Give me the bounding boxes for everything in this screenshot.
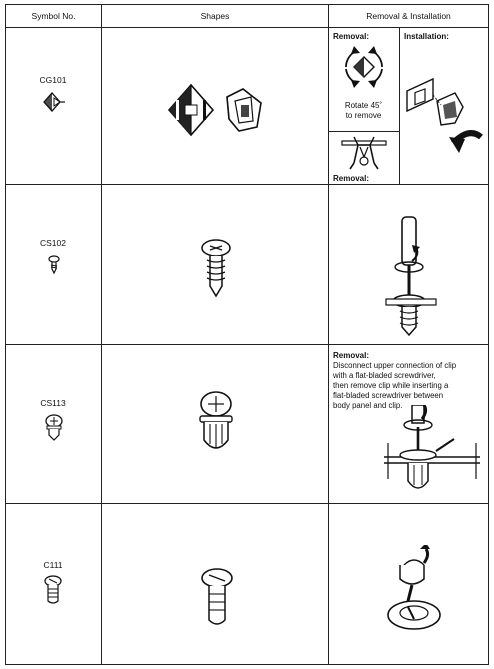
symbol-cs113: CS113 xyxy=(40,398,66,408)
pliers-removal-icon xyxy=(340,135,388,171)
screw-cs102-shape-icon xyxy=(199,238,233,300)
removal-label-2: Removal: xyxy=(333,174,370,183)
clip-c111-shape-icon xyxy=(200,568,234,628)
removal-instructions xyxy=(333,361,485,411)
symbol-cg101: CG101 xyxy=(39,75,67,85)
header-symbol-no: Symbol No. xyxy=(31,11,76,21)
installation-clip-icon xyxy=(403,65,487,161)
clip-cs113-symbol-icon xyxy=(44,413,64,441)
sub-divider xyxy=(399,27,400,184)
sub-divider xyxy=(328,131,399,132)
clip-c111-symbol-icon xyxy=(44,575,62,605)
rotate-instruction-line1: Rotate 45˚ xyxy=(344,101,383,110)
column-divider xyxy=(101,5,102,664)
rotate-instruction-line2: to remove xyxy=(345,111,382,120)
screwdriver-c111-removal-icon xyxy=(384,545,446,633)
clip-cg101-shape-icon xyxy=(161,75,271,145)
screwdriver-cs113-removal-icon xyxy=(378,405,486,497)
screw-cs102-symbol-icon xyxy=(48,255,60,275)
clip-cs113-shape-icon xyxy=(196,390,236,460)
clip-cg101-symbol-icon xyxy=(40,90,66,114)
symbol-c111: C111 xyxy=(43,560,63,570)
rotate-arrows-icon xyxy=(338,41,390,93)
removal-label: Removal: xyxy=(333,32,370,41)
instruction-line: with a flat-bladed screwdriver, xyxy=(333,371,436,380)
clip-table xyxy=(5,4,489,665)
screwdriver-cs102-removal-icon xyxy=(382,215,440,337)
symbol-cs102: CS102 xyxy=(40,238,66,248)
instruction-line: flat-bladed screwdriver between xyxy=(333,391,444,400)
header-removal-installation: Removal & Installation xyxy=(366,11,451,21)
instruction-line: body panel and clip. xyxy=(333,401,403,410)
table-header xyxy=(6,5,488,28)
removal-label-cs113: Removal: xyxy=(333,351,370,360)
header-shapes: Shapes xyxy=(200,11,230,21)
instruction-line: Disconnect upper connection of clip xyxy=(333,361,457,370)
installation-label: Installation: xyxy=(404,32,449,41)
row-divider xyxy=(6,344,488,345)
row-divider xyxy=(6,503,488,504)
instruction-line: then remove clip while inserting a xyxy=(333,381,449,390)
row-divider xyxy=(6,184,488,185)
